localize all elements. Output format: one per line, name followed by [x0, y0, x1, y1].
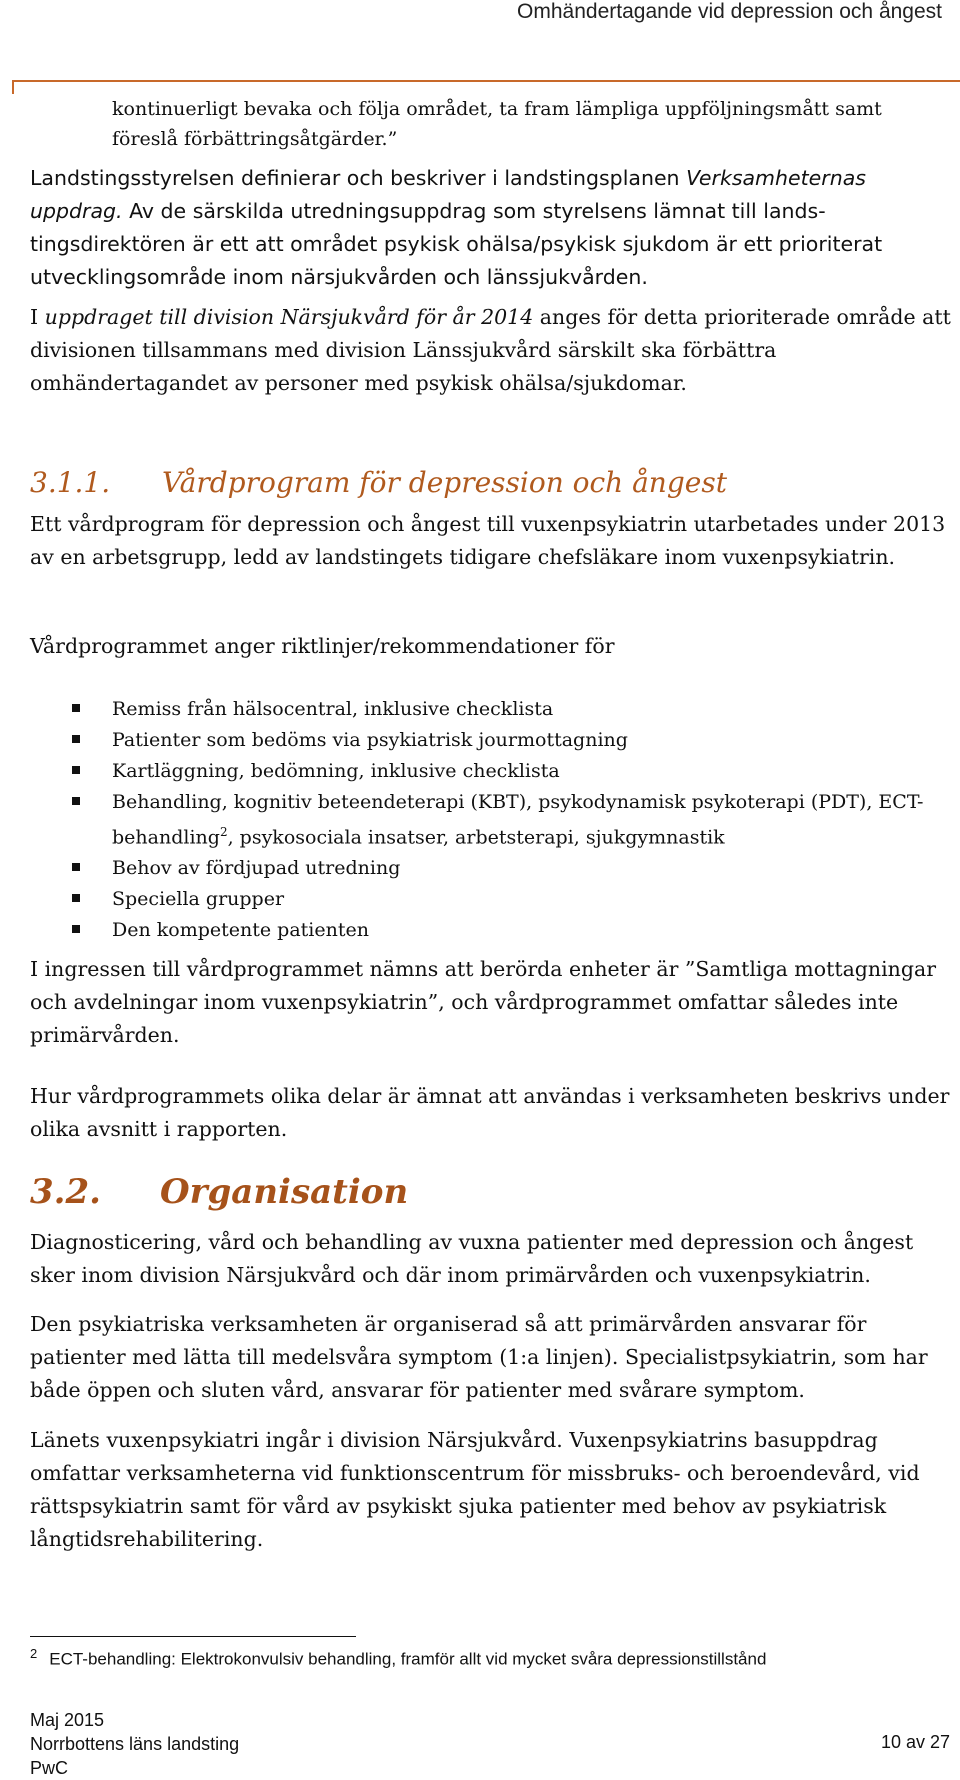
- footnote-reference: 2: [219, 825, 228, 839]
- paragraph-uppdraget: [30, 301, 960, 400]
- para2-text-c: anges för detta prioriterade område att divisionen tillsammans med division Länssjukvård särskilt ska förbättra omhändertagandet av personer med psykisk ohälsa/sjukdomar.: [30, 305, 951, 395]
- list-item: [72, 787, 932, 852]
- bullet-square-icon: [72, 704, 80, 712]
- section-title: Vårdprogram för depression och ångest: [162, 466, 727, 499]
- list-item-text: Kartläggning, bedömning, inklusive checklista: [112, 760, 560, 782]
- page-footer: [30, 1708, 239, 1780]
- footer-date: Maj 2015: [30, 1710, 105, 1730]
- list-item: [72, 915, 932, 945]
- bullet-square-icon: [72, 894, 80, 902]
- bullet-square-icon: [72, 766, 80, 774]
- section-heading-3-2: [30, 1172, 408, 1212]
- section-number: 3.2.: [30, 1172, 101, 1212]
- footnote-text: ECT-behandling: Elektrokonvulsiv behandling, framför allt vid mycket svåra depressionstillstånd: [49, 1649, 767, 1669]
- header-divider-tick: [12, 80, 14, 94]
- footnote: [30, 1646, 766, 1670]
- list-item-text: Behandling, kognitiv beteendeterapi (KBT), psykodynamisk psykoterapi (PDT), ECT-behandling: [112, 791, 924, 849]
- paragraph-riktlinjer: Vårdprogrammet anger riktlinjer/rekommendationer för: [30, 634, 615, 658]
- document-title: Omhändertagande vid depression och ångest: [517, 0, 942, 23]
- footnote-divider: [30, 1636, 356, 1637]
- para2-emphasis: uppdraget till division Närsjukvård för år 2014: [44, 305, 534, 329]
- list-item-text: Patienter som bedöms via psykiatrisk jourmottagning: [112, 729, 628, 751]
- para1-emphasis: Verksamheternas uppdrag.: [30, 166, 866, 223]
- header-divider: [12, 80, 960, 82]
- list-item-text: Speciella grupper: [112, 888, 285, 911]
- page-number: 10 av 27: [880, 1732, 950, 1752]
- footer-company: PwC: [30, 1758, 69, 1778]
- bullet-square-icon: [72, 863, 80, 871]
- paragraph-diagnosticering: Diagnosticering, vård och behandling av vuxna patienter med depression och ångest sker inom division Närsjukvård och där inom primärvården och vuxenpsykiatrin.: [30, 1230, 914, 1287]
- paragraph-ingressen: I ingressen till vårdprogrammet nämns att berörda enheter är ”Samtliga mottagningar och avdelningar inom vuxenpsykiatrin”, och vårdprogrammet omfattar således inte primärvården.: [30, 957, 937, 1047]
- bullet-square-icon: [72, 925, 80, 933]
- list-item: [72, 725, 932, 755]
- list-item: [72, 756, 932, 786]
- paragraph-delar: Hur vårdprogrammets olika delar är ämnat att användas i verksamheten beskrivs under olika avsnitt i rapporten.: [30, 1084, 950, 1141]
- para1-text-c: Av de särskilda utredningsuppdrag som styrelsens lämnat till lands-tingsdirektören är ett att området psykisk ohälsa/psykisk sjukdom är ett prioriterat utvecklingsområde inom närsjukvården och länssjukvården.: [30, 199, 883, 289]
- list-item-text: Behov av fördjupad utredning: [112, 857, 401, 880]
- recommendation-list: [72, 694, 932, 946]
- paragraph-psykiatriska: Den psykiatriska verksamheten är organiserad så att primärvården ansvarar för patienter med lätta till medelsvåra symptom (1:a linjen). Specialistpsykiatrin, som har både öppen och sluten vård, ansvarar för patienter med svårare symptom.: [30, 1312, 928, 1402]
- list-item-text: Remiss från hälsocentral, inklusive checklista: [112, 698, 554, 720]
- para1-text-a: Landstingsstyrelsen definierar och beskriver i landstingsplanen: [30, 166, 687, 190]
- quote-continuation: kontinuerligt bevaka och följa området, ta fram lämpliga uppföljningsmått samt föreslå förbättringsåtgärder.”: [112, 98, 882, 150]
- section-title: Organisation: [160, 1172, 409, 1212]
- paragraph-vuxenpsykiatri: Länets vuxenpsykiatri ingår i division Närsjukvård. Vuxenpsykiatrins basuppdrag omfattar verksamheterna vid funktionscentrum för missbruks- och beroendevård, vid rättspsykiatrin samt för vård av psykiskt sjuka patienter med behov av psykiatrisk långtidsrehabilitering.: [30, 1428, 920, 1551]
- list-item: [72, 884, 932, 914]
- para2-text-a: I: [30, 305, 45, 329]
- bullet-square-icon: [72, 797, 80, 805]
- list-item-text-continued: , psykosociala insatser, arbetsterapi, sjukgymnastik: [227, 826, 725, 849]
- list-item: [72, 694, 932, 724]
- list-item-text: Den kompetente patienten: [112, 919, 369, 942]
- list-item: [72, 853, 932, 883]
- section-number: 3.1.1.: [30, 466, 111, 499]
- section-heading-3-1-1: [30, 466, 727, 499]
- footer-organization: Norrbottens läns landsting: [30, 1734, 240, 1754]
- paragraph-vardprogram: Ett vårdprogram för depression och ångest till vuxenpsykiatrin utarbetades under 2013 av en arbetsgrupp, ledd av landstingets tidigare chefsläkare inom vuxenpsykiatrin.: [30, 512, 946, 569]
- bullet-square-icon: [72, 735, 80, 743]
- paragraph-landstingsstyrelsen: [30, 162, 960, 294]
- footnote-number: 2: [30, 1646, 38, 1661]
